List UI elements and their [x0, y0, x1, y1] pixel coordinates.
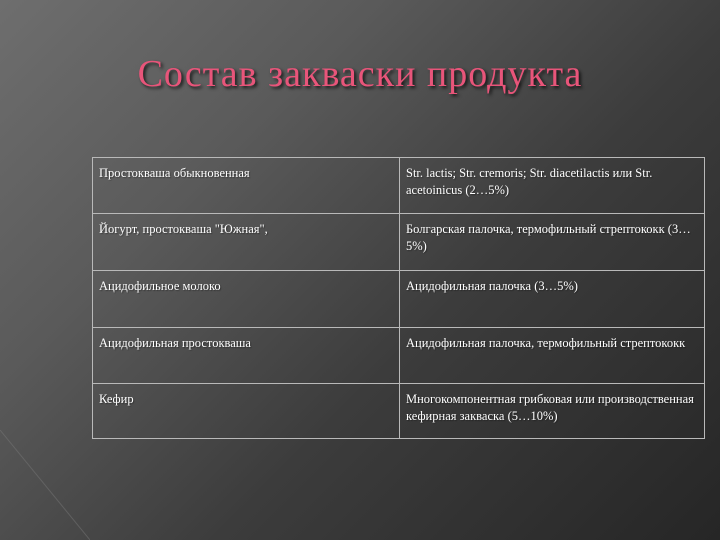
table-row	[93, 328, 705, 384]
starter-cell: Ацидофильная палочка, термофильный стрептококк	[400, 328, 705, 384]
product-cell: Простокваша обыкновенная	[93, 158, 400, 214]
starter-cell: Str. lactis; Str. cremoris; Str. diacetilactis или Str. acetoinicus (2…5%)	[400, 158, 705, 214]
table-row	[93, 384, 705, 439]
starter-cell: Многокомпонентная грибковая или производственная кефирная закваска (5…10%)	[400, 384, 705, 439]
product-cell: Ацидофильная простокваша	[93, 328, 400, 384]
product-cell: Ацидофильное молоко	[93, 271, 400, 328]
starter-table	[92, 157, 705, 439]
product-cell: Йогурт, простокваша "Южная",	[93, 214, 400, 271]
decorative-corner-line	[0, 430, 90, 540]
product-cell: Кефир	[93, 384, 400, 439]
table-row	[93, 271, 705, 328]
table-row	[93, 158, 705, 214]
starter-table-container	[92, 157, 704, 439]
starter-cell: Болгарская палочка, термофильный стрептококк (3…5%)	[400, 214, 705, 271]
starter-cell: Ацидофильная палочка (3…5%)	[400, 271, 705, 328]
slide-title: Состав закваски продукта	[137, 53, 583, 95]
table-row	[93, 214, 705, 271]
